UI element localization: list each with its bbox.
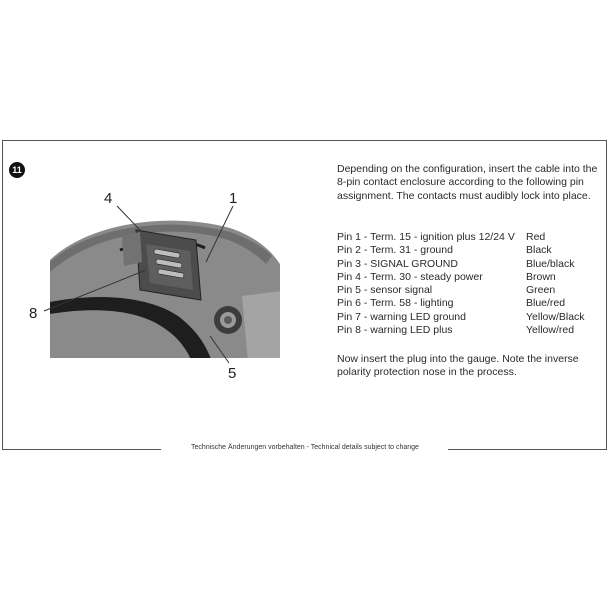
gauge-connector-photo — [0, 180, 300, 380]
cable-gland-core — [224, 316, 232, 324]
contact-enclosure-inner — [146, 244, 193, 290]
pin-wire-color: Blue/red — [526, 297, 566, 310]
pin-row — [337, 244, 597, 257]
pin-label: Pin 3 - SIGNAL GROUND — [337, 257, 458, 270]
frame-right-border — [606, 140, 607, 449]
pin-row — [337, 297, 597, 310]
pin-label: Pin 6 - Term. 58 - lighting — [337, 297, 454, 310]
pin-row — [337, 324, 597, 337]
pin-wire-color: Yellow/Black — [526, 310, 585, 323]
callout-1: 1 — [229, 190, 238, 207]
pin-row — [337, 311, 597, 324]
pin-wire-color: Blue/black — [526, 257, 575, 270]
pin-assignment-list — [337, 231, 597, 337]
pin-label: Pin 7 - warning LED ground — [337, 310, 466, 323]
pin-wire-color: Yellow/red — [526, 324, 575, 337]
step-number-badge: 11 — [9, 162, 25, 178]
pin-row — [337, 231, 597, 244]
callout-4: 4 — [104, 190, 113, 207]
instructions-intro: Depending on the configuration, insert the cable into the 8-pin contact enclosure according to the following pin assignment. The contacts must audibly lock into place. — [337, 163, 598, 202]
instructions-outro: Now insert the plug into the gauge. Note the inverse polarity protection nose in the process. — [337, 353, 579, 379]
frame-top-border — [2, 140, 607, 141]
callout-5: 5 — [228, 365, 237, 380]
footer-rule-left — [2, 449, 161, 450]
pin-label: Pin 1 - Term. 15 - ignition plus 12/24 V — [337, 231, 515, 243]
pin-label: Pin 4 - Term. 30 - steady power — [337, 270, 483, 283]
housing-side — [242, 290, 290, 362]
housing-block — [122, 232, 142, 266]
pin-label: Pin 8 - warning LED plus — [337, 324, 453, 337]
pin-wire-color: Black — [526, 244, 552, 257]
pin-label: Pin 5 - sensor signal — [337, 284, 433, 297]
callout-8: 8 — [29, 305, 38, 322]
pin-wire-color: Brown — [526, 270, 556, 283]
pin-wire-color: Green — [526, 284, 556, 297]
pin-row — [337, 284, 597, 297]
pin-row — [337, 258, 597, 271]
footer-note: Technische Änderungen vorbehalten - Technical details subject to change — [191, 444, 419, 451]
pin-row — [337, 271, 597, 284]
photo-content — [50, 196, 290, 362]
pin-label: Pin 2 - Term. 31 - ground — [337, 244, 453, 257]
pin-wire-color: Red — [526, 231, 546, 243]
footer-rule-right — [448, 449, 607, 450]
